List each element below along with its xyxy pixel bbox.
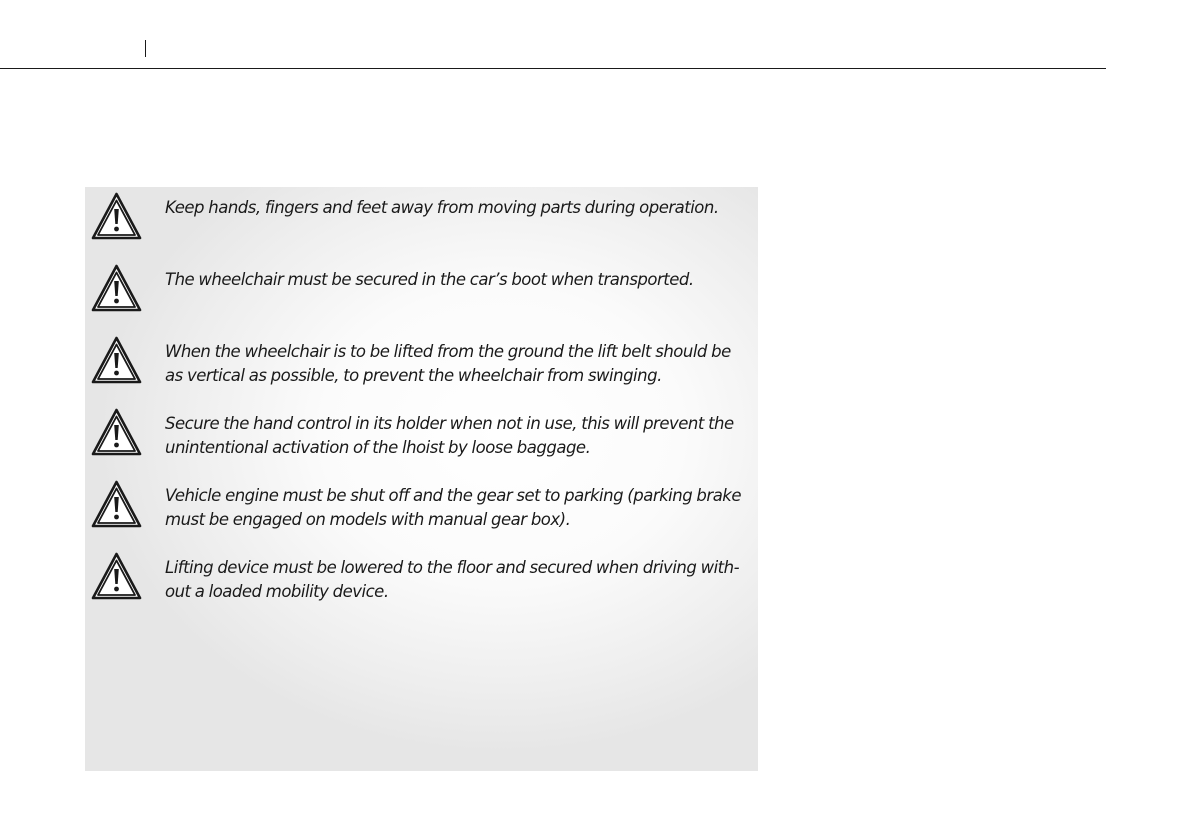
warning-triangle-icon: [91, 336, 142, 384]
warning-triangle-icon: [91, 264, 142, 312]
warning-text: Vehicle engine must be shut off and the gear set to parking (parking brake must be engaged on models with manual gear box).: [165, 486, 742, 529]
header-rule: [0, 68, 1106, 69]
warning-triangle-icon: [91, 480, 142, 528]
warning-triangle-icon: [91, 552, 142, 600]
warning-triangle-icon: [91, 192, 142, 240]
warning-item: [85, 403, 758, 459]
warning-text: Keep hands, fingers and feet away from moving parts during operation.: [165, 198, 719, 217]
warning-triangle-icon: [91, 408, 142, 456]
warning-text: When the wheelchair is to be lifted from the ground the lift belt should be as vertical as possible, to prevent the wheelchair from swinging.: [165, 342, 731, 385]
warning-text: The wheelchair must be secured in the car’s boot when transported.: [165, 270, 694, 289]
warning-item: [85, 187, 758, 243]
warning-text: Secure the hand control in its holder when not in use, this will prevent the unintentional activation of the lhoist by loose baggage.: [165, 414, 734, 457]
warning-item: [85, 331, 758, 387]
warning-item: [85, 547, 758, 603]
header-divider-tick: [145, 40, 146, 57]
warnings-panel: [85, 187, 758, 771]
warning-item: [85, 259, 758, 315]
warning-item: [85, 475, 758, 531]
warning-text: Lifting device must be lowered to the floor and secured when driving with-out a loaded mobility device.: [165, 558, 740, 601]
